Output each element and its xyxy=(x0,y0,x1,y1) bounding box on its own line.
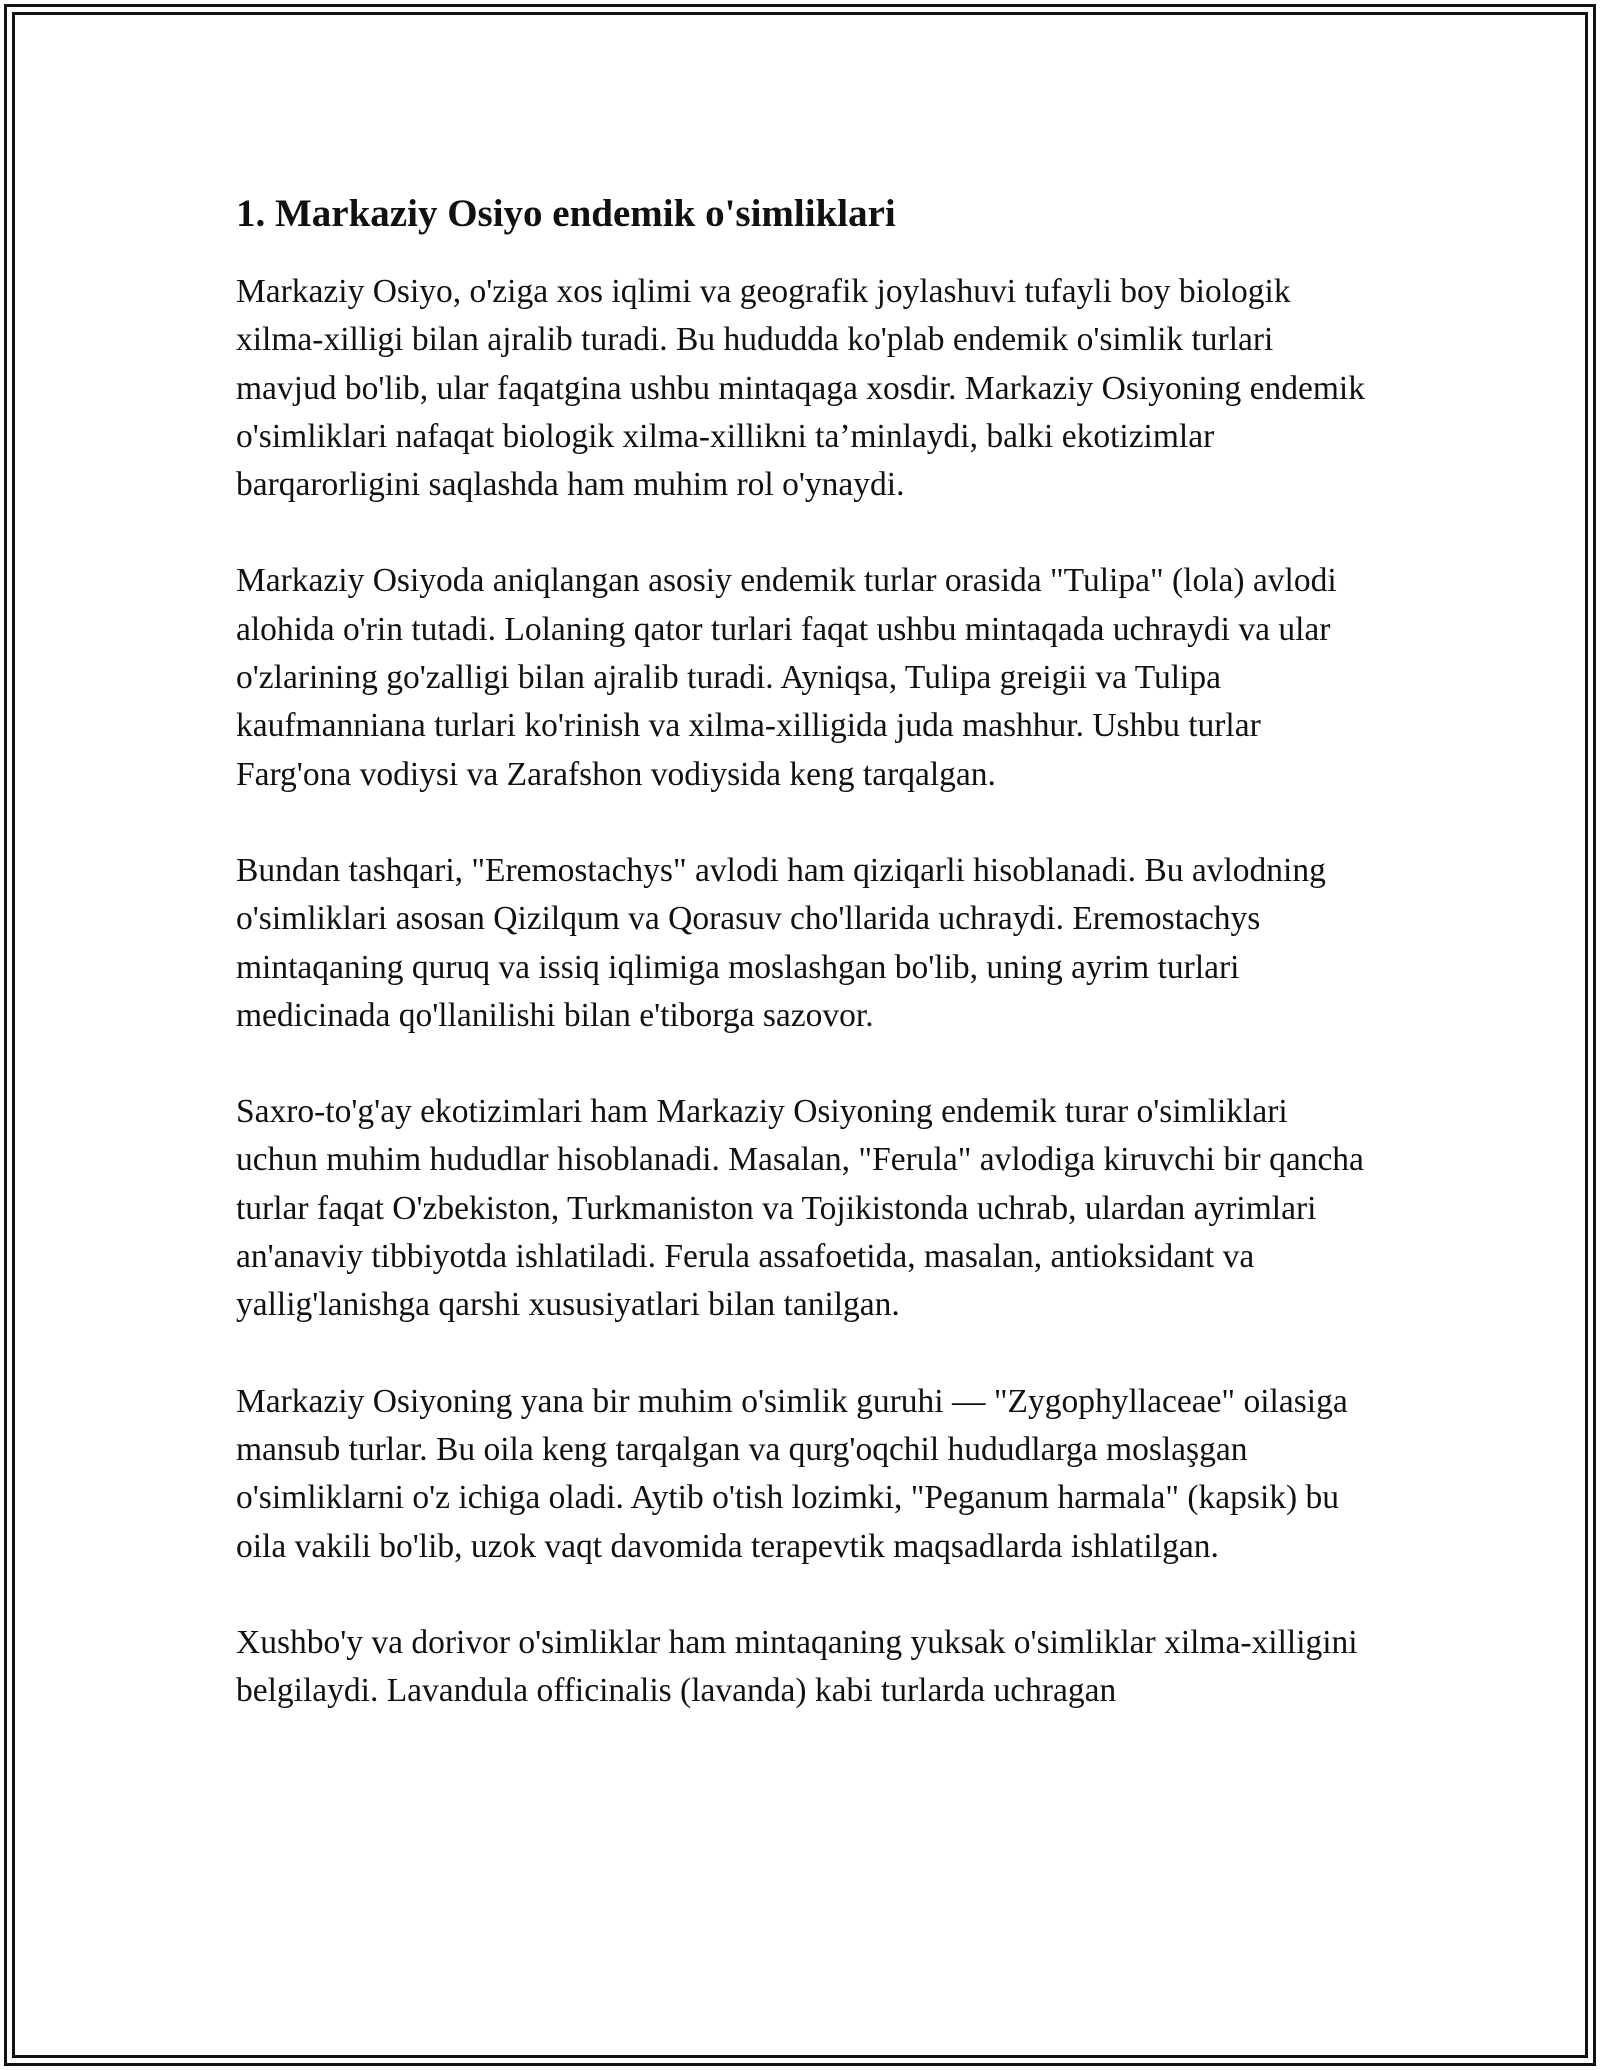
paragraph-2: Markaziy Osiyoda aniqlangan asosiy endemik turlar orasida "Tulipa" (lola) avlodi alohida o'rin tutadi. Lolaning qator turlari faqat ushbu mintaqada uchraydi va ular o'zlarining go'zalligi bilan ajralib turadi. Ayniqsa, Tulipa greigii va Tulipa kaufmanniana turlari ko'rinish va xilma-xilligida juda mashhur. Ushbu turlar Farg'ona vodiysi va Zarafshon vodiysida keng tarqalgan. xyxy=(236,562,1337,793)
paragraph-3: Bundan tashqari, "Eremostachys" avlodi ham qiziqarli hisoblanadi. Bu avlodning o'simliklari asosan Qizilqum va Qorasuv cho'llarida uchraydi. Eremostachys mintaqaning quruq va issiq iqlimiga moslashgan bo'lib, uning ayrim turlari medicinada qo'llanilishi bilan e'tiborga sazovor. xyxy=(236,851,1326,1034)
paragraph-5: Markaziy Osiyoning yana bir muhim o'simlik guruhi — "Zygophyllaceae" oilasiga mansub turlar. Bu oila keng tarqalgan va qurg'oqchil hududlarga moslaşgan o'simliklarni o'z ichiga oladi. Aytib o'tish lozimki, "Peganum harmala" (kapsik) bu oila vakili bo'lib, uzok vaqt davomida terapevtik maqsadlarda ishlatilgan. xyxy=(236,1382,1348,1565)
paragraph-4: Saxro-to'g'ay ekotizimlari ham Markaziy Osiyoning endemik turar o'simliklari uchun muhim hududlar hisoblanadi. Masalan, "Ferula" avlodiga kiruvchi bir qancha turlar faqat O'zbekiston, Turkmaniston va Tojikistonda uchrab, ulardan ayrimlari an'anaviy tibbiyotda ishlatiladi. Ferula assafoetida, masalan, antioksidant va yallig'lanishga qarshi xususiyatlari bilan tanilgan. xyxy=(236,1093,1364,1324)
section-title: 1. Markaziy Osiyo endemik o'simliklari xyxy=(236,192,896,235)
paragraph-1: Markaziy Osiyo, o'ziga xos iqlimi va geografik joylashuvi tufayli boy biologik xilma-xilligi bilan ajralib turadi. Bu hududda ko'plab endemik o'simlik turlari mavjud bo'lib, ular faqatgina ushbu mintaqaga xosdir. Markaziy Osiyoning endemik o'simliklari nafaqat biologik xilma-xillikni ta’minlaydi, balki ekotizimlar barqarorligini saqlashda ham muhim rol o'ynaydi. xyxy=(236,273,1365,504)
document-body xyxy=(236,188,1376,1763)
paragraph-6: Xushbo'y va dorivor o'simliklar ham mintaqaning yuksak o'simliklar xilma-xilligini belgilaydi. Lavandula officinalis (lavanda) kabi turlarda uchragan xyxy=(236,1623,1358,1710)
